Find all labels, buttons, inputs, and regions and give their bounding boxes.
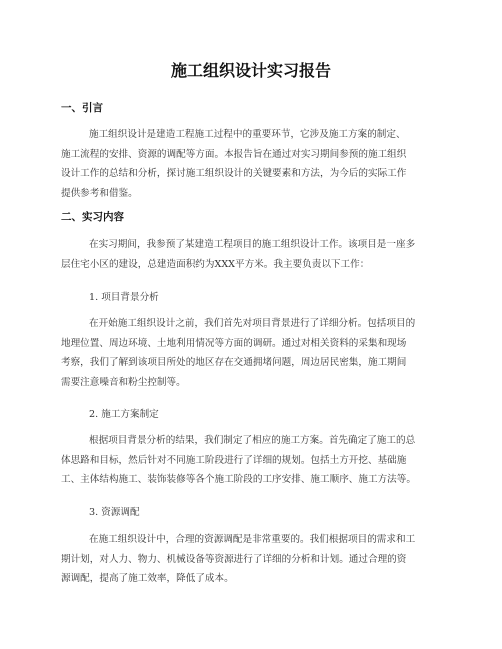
introduction-paragraph: [61, 125, 451, 203]
paragraph-line: 期计划，对人力、物力、机械设备等资源进行了详细的分析和计划。通过合理的资: [61, 553, 407, 565]
section-heading-internship-content: 二、实习内容: [61, 211, 124, 223]
paragraph-line: 考察，我们了解到该项目所处的地区存在交通拥堵问题，周边居民密集，施工期间: [61, 357, 407, 369]
paragraph-line: 在实习期间，我参预了某建造工程项目的施工组织设计工作。该项目是一座多: [89, 239, 416, 250]
paragraph-line: 在开始施工组织设计之前，我们首先对项目背景进行了详细分析。包括项目的: [89, 318, 416, 329]
paragraph-line: 体思路和目标，然后针对不同施工阶段进行了详细的规划。包括土方开挖、基础施: [61, 454, 407, 466]
paragraph-line: 在施工组织设计中，合理的资源调配是非常重要的。我们根据项目的需求和工: [89, 534, 416, 545]
paragraph-line: 根据项目背景分析的结果，我们制定了相应的施工方案。首先确定了施工的总: [89, 435, 416, 446]
paragraph-line: 设计工作的总结和分析，探讨施工组织设计的关键要素和方法，为今后的实际工作: [61, 168, 407, 180]
paragraph-line: 地理位置、周边环境、土地利用情况等方面的调研。通过对相关资料的采集和现场: [61, 337, 407, 349]
item-label-project-background: 1. 项目背景分析: [89, 292, 159, 303]
document-title: 施工组织设计实习报告: [170, 61, 331, 80]
paragraph-line: 施工组织设计是建造工程施工过程中的重要环节，它涉及施工方案的制定、: [89, 129, 406, 140]
section-heading-introduction: 一、引言: [61, 102, 103, 114]
resource-allocation-paragraph: [61, 530, 451, 589]
internship-content-paragraph: [61, 235, 451, 274]
paragraph-line: 源调配，提高了施工效率，降低了成本。: [61, 573, 234, 585]
paragraph-line: 提供参考和借鉴。: [61, 187, 138, 199]
paragraph-line: 需要注意噪音和粉尘控制等。: [61, 376, 186, 388]
paragraph-line: 层住宅小区的建设，总建造面积约为XXX平方米。我主要负责以下工作：: [61, 258, 370, 270]
paragraph-line: 工、主体结构施工、装饰装修等各个施工阶段的工序安排、施工顺序、施工方法等。: [61, 474, 416, 486]
paragraph-line: 施工流程的安排、资源的调配等方面。本报告旨在通过对实习期间参预的施工组织: [61, 148, 407, 160]
item-label-construction-plan: 2. 施工方案制定: [89, 409, 159, 420]
construction-plan-paragraph: [61, 431, 451, 490]
item-label-resource-allocation: 3. 资源调配: [89, 507, 140, 518]
project-background-paragraph: [61, 314, 451, 392]
